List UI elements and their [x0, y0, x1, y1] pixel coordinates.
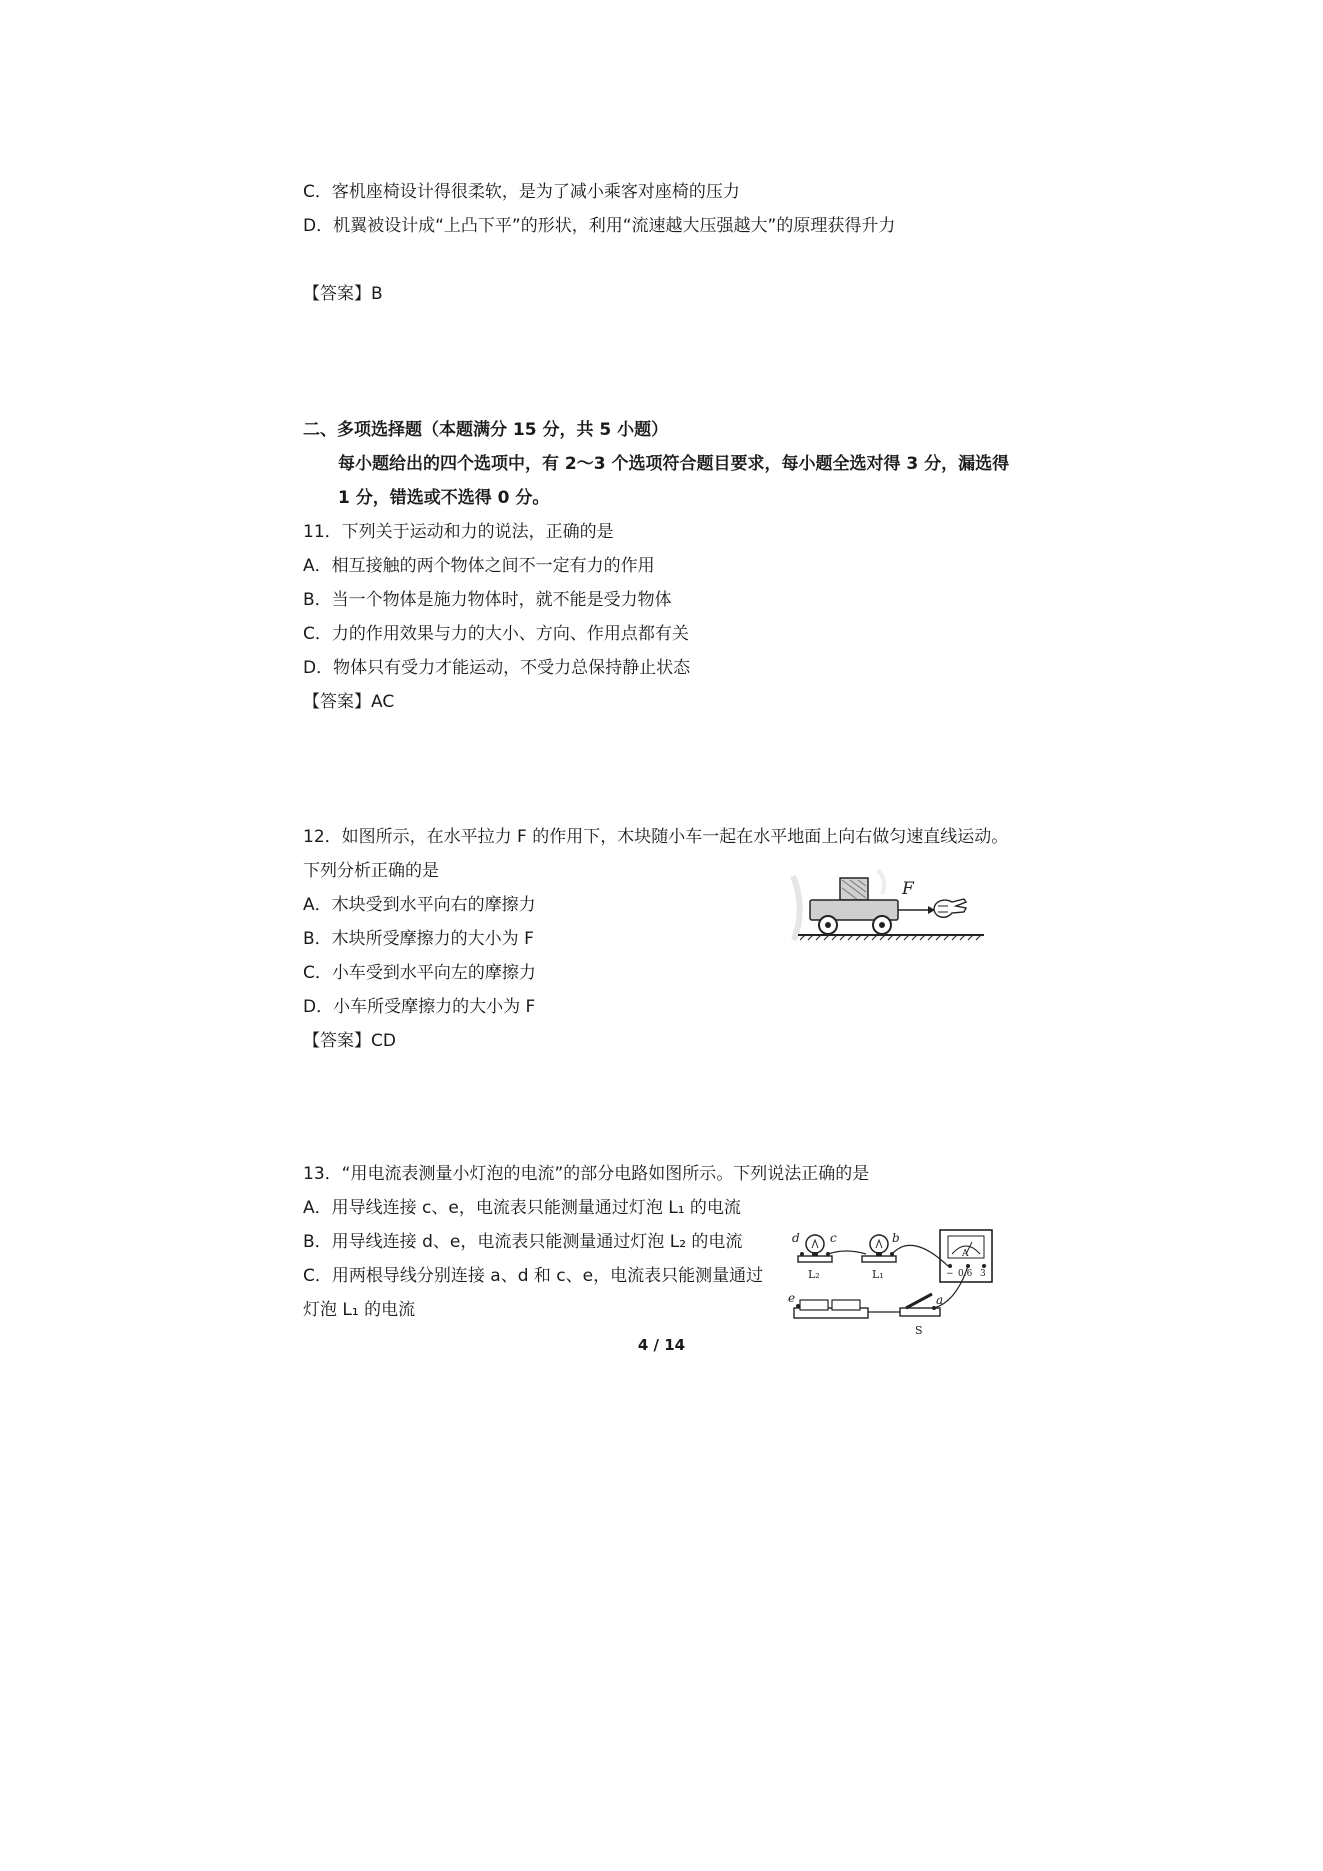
q12-option-a: A．木块受到水平向右的摩擦力 — [303, 895, 536, 915]
q13-stem: 13．“用电流表测量小灯泡的电流”的部分电路如图所示。下列说法正确的是 — [303, 1164, 870, 1184]
battery-cell-2 — [832, 1300, 860, 1310]
q12-option-c: C．小车受到水平向左的摩擦力 — [303, 963, 536, 983]
label-a: a — [936, 1293, 944, 1307]
ammeter-symbol: A — [962, 1249, 969, 1259]
bulb-l1-base — [862, 1256, 896, 1262]
q12-stem-line-1: 12．如图所示，在水平拉力 F 的作用下，木块随小车一起在水平地面上向右做匀速直线运动。 — [303, 827, 1009, 847]
q13-circuit-figure — [788, 1222, 1000, 1342]
terminal-d — [800, 1252, 804, 1256]
q13-option-a: A．用导线连接 c、e，电流表只能测量通过灯泡 L₁ 的电流 — [303, 1198, 741, 1218]
q12-answer: 【答案】CD — [303, 1031, 396, 1051]
label-b: b — [892, 1231, 900, 1245]
figure-background-smudge — [793, 876, 800, 940]
bulb-l2-icon — [806, 1235, 824, 1253]
q11-answer: 【答案】AC — [303, 692, 395, 712]
ammeter-minus-label: − — [946, 1269, 954, 1279]
bulb-l2-base — [798, 1256, 832, 1262]
q11-option-c: C．力的作用效果与力的大小、方向、作用点都有关 — [303, 624, 689, 644]
ammeter-terminal-3 — [982, 1264, 986, 1268]
figure-background-smudge — [878, 870, 884, 894]
terminal-e — [796, 1304, 800, 1308]
section2-heading: 二、多项选择题（本题满分 15 分，共 5 小题） — [303, 420, 669, 440]
section2-instruction-2: 1 分，错选或不选得 0 分。 — [338, 488, 550, 508]
q13-option-b: B．用导线连接 d、e，电流表只能测量通过灯泡 L₂ 的电流 — [303, 1232, 743, 1252]
ammeter-scale-label-06: 0.6 — [958, 1269, 973, 1279]
q10-answer: 【答案】B — [303, 284, 383, 304]
q10-option-d: D．机翼被设计成“上凸下平”的形状，利用“流速越大压强越大”的原理获得升力 — [303, 216, 896, 236]
q12-option-b: B．木块所受摩擦力的大小为 F — [303, 929, 534, 949]
page-number: 4 / 14 — [637, 1336, 686, 1354]
q11-option-b: B．当一个物体是施力物体时，就不能是受力物体 — [303, 590, 672, 610]
q12-stem-line-2: 下列分析正确的是 — [303, 861, 439, 881]
force-label-f: F — [902, 879, 914, 899]
q11-option-a: A．相互接触的两个物体之间不一定有力的作用 — [303, 556, 655, 576]
q10-option-c: C．客机座椅设计得很柔软，是为了减小乘客对座椅的压力 — [303, 182, 740, 202]
bulb-l2-socket — [812, 1252, 818, 1256]
section2-instruction-1: 每小题给出的四个选项中，有 2～3 个选项符合题目要求，每小题全选对得 3 分，漏选得 — [338, 454, 1010, 474]
cart-axle-left — [825, 922, 831, 928]
label-c: c — [830, 1231, 837, 1245]
label-l1: L₁ — [872, 1268, 884, 1281]
wire-l2-l1 — [828, 1251, 866, 1254]
q13-option-c-line-2: 灯泡 L₁ 的电流 — [303, 1300, 416, 1320]
bulb-l1-socket — [876, 1252, 882, 1256]
q11-stem: 11．下列关于运动和力的说法，正确的是 — [303, 522, 614, 542]
q12-cart-figure — [788, 866, 988, 950]
q12-option-d: D．小车所受摩擦力的大小为 F — [303, 997, 536, 1017]
q13-option-c-line-1: C．用两根导线分别连接 a、d 和 c、e，电流表只能测量通过 — [303, 1266, 764, 1286]
label-l2: L₂ — [808, 1268, 820, 1281]
ammeter-scale-label-3: 3 — [980, 1269, 986, 1279]
label-d: d — [792, 1231, 800, 1245]
cart-axle-right — [879, 922, 885, 928]
ammeter-terminal-minus — [948, 1264, 952, 1268]
bulb-l1-icon — [870, 1235, 888, 1253]
battery-cell-1 — [800, 1300, 828, 1310]
q11-option-d: D．物体只有受力才能运动，不受力总保持静止状态 — [303, 658, 691, 678]
switch-lever — [906, 1294, 932, 1308]
label-e: e — [788, 1291, 796, 1305]
hand-icon — [934, 899, 966, 917]
label-s: S — [915, 1324, 923, 1337]
